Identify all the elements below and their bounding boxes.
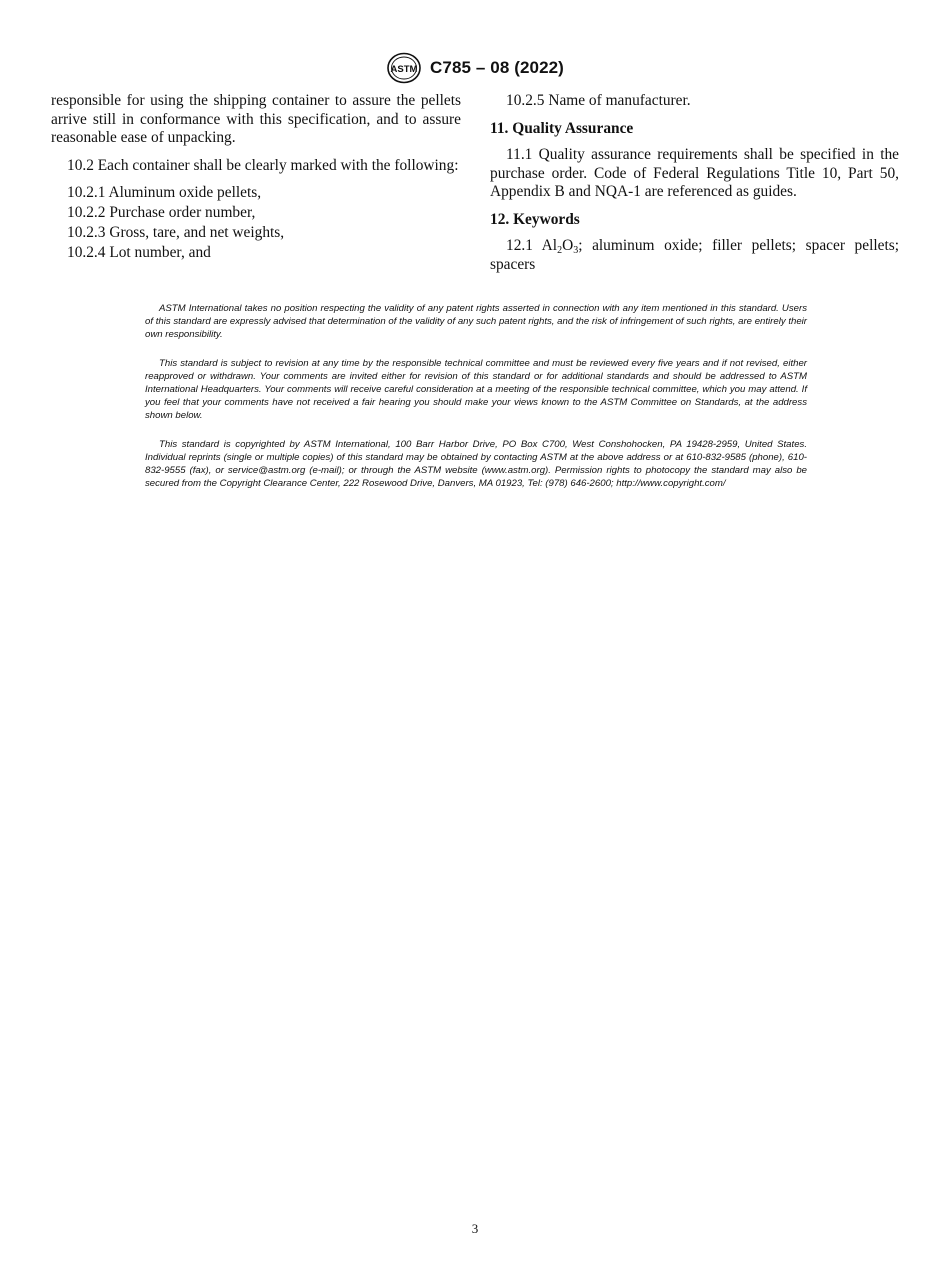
keywords-list: ; aluminum oxide; filler pellets; spacer pellets; spacers <box>490 237 900 273</box>
list-item-10-2-4: 10.2.4 Lot number, and <box>67 244 211 261</box>
svg-text:ASTM: ASTM <box>390 64 418 75</box>
paragraph-12-1 <box>490 237 899 274</box>
astm-logo-icon <box>386 52 422 84</box>
patent-notice: ASTM International takes no position respecting the validity of any patent rights asserted in connection with any item mentioned in this standard. Users of this standard are expressly advised that determination of the validity of any such patent rights, and the risk of infringement of such rights, are entirely their own responsibility. <box>145 303 807 341</box>
keywords-oxygen: O <box>562 237 574 254</box>
right-column <box>490 92 899 283</box>
page-number: 3 <box>471 1221 479 1236</box>
paragraph-10-2: 10.2 Each container shall be clearly marked with the following: <box>67 156 459 174</box>
legal-notices <box>145 302 807 505</box>
section-heading-keywords: 12. Keywords <box>490 210 580 228</box>
revision-notice: This standard is subject to revision at any time by the responsible technical committee and must be reviewed every five years and if not revised, either reapproved or withdrawn. Your comments are invited either for revision of this standard or for additional standards and should be addressed to ASTM International Headquarters. Your comments will receive careful consideration at a meeting of the responsible technical committee, which you may attend. If you feel that your comments have not received a fair hearing you should make your views known to the ASTM Committee on Standards, at the address shown below. <box>145 357 807 422</box>
page-header <box>0 52 950 84</box>
paragraph-continued: responsible for using the shipping container to assure the pellets arrive still in conformance with this specification, and to assure reasonable ease of unpacking. <box>51 92 461 146</box>
section-heading-quality-assurance: 11. Quality Assurance <box>490 119 634 137</box>
copyright-notice: This standard is copyrighted by ASTM International, 100 Barr Harbor Drive, PO Box C700, West Conshohocken, PA 19428-2959, United States. Individual reprints (single or multiple copies) of this standard may be obtained by contacting ASTM at the above address or at 610-832-9585 (phone), 610-832-9555 (fax), or service@astm.org (e-mail); or through the ASTM website (www.astm.org). Permission rights to photocopy the standard may also be secured from the Copyright Clearance Center, 222 Rosewood Drive, Danvers, MA 01923, Tel: (978) 646-2600; http://www.copyright.com/ <box>145 438 807 490</box>
list-item-10-2-5: 10.2.5 Name of manufacturer. <box>506 92 691 109</box>
list-item-10-2-2: 10.2.2 Purchase order number, <box>67 204 256 221</box>
subscript-2: 2 <box>557 245 563 256</box>
list-item-10-2-1: 10.2.1 Aluminum oxide pellets, <box>67 184 262 201</box>
left-column <box>51 92 461 264</box>
document-designation: C785 – 08 (2022) <box>430 58 564 77</box>
subscript-3: 3 <box>573 245 579 256</box>
keywords-prefix: 12.1 Al <box>506 237 558 254</box>
list-item-10-2-3: 10.2.3 Gross, tare, and net weights, <box>67 224 285 241</box>
paragraph-11-1: 11.1 Quality assurance requirements shall be specified in the purchase order. Code of Federal Regulations Title 10, Part 50, Appendix B and NQA-1 are referenced as guides. <box>490 146 899 200</box>
